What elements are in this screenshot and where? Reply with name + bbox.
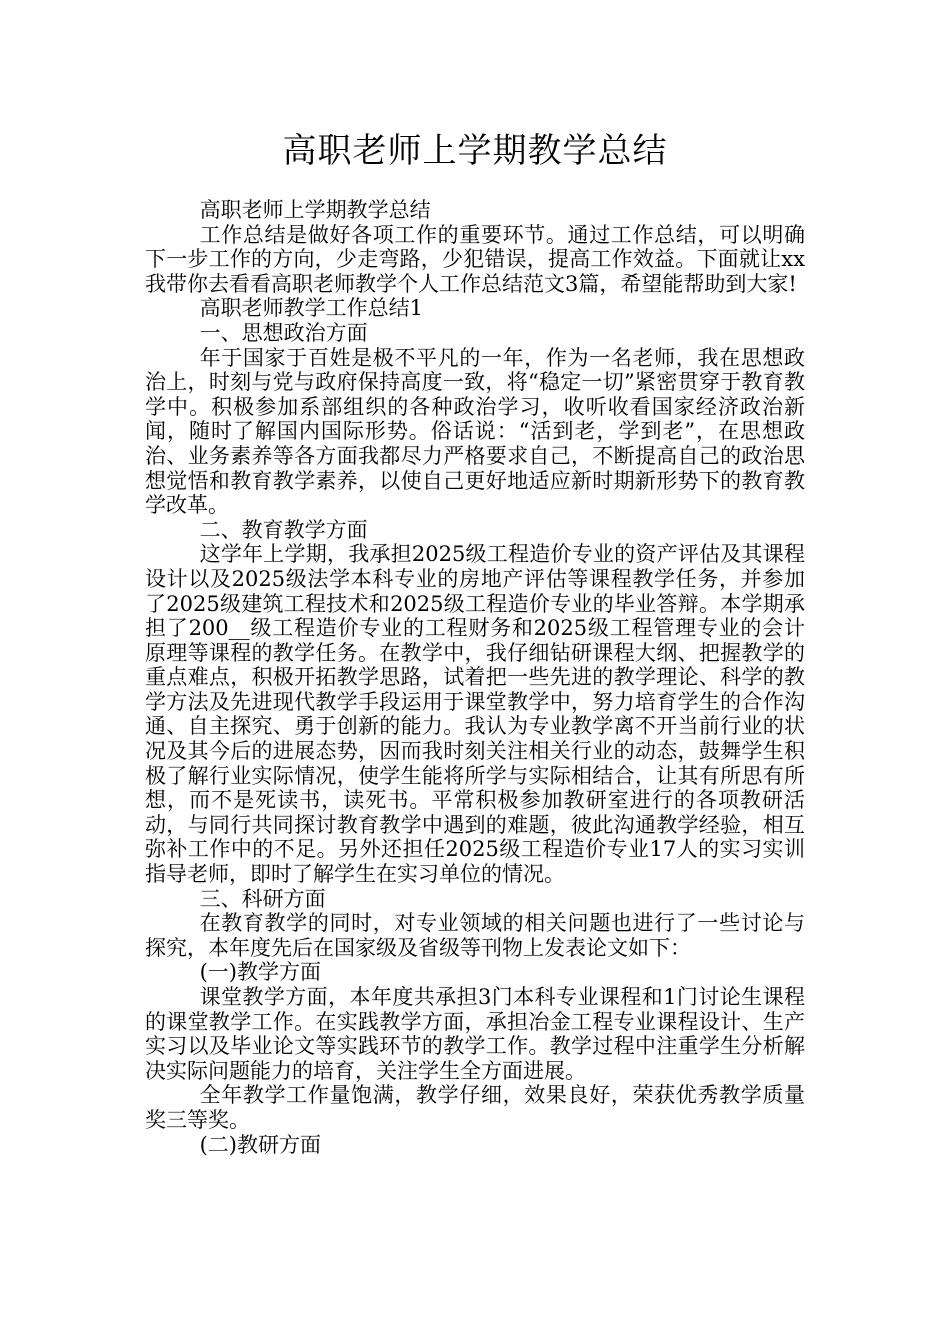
- paragraph-research: 在教育教学的同时，对专业领域的相关问题也进行了一些讨论与探究，本年度先后在国家级及省级等刊物上发表论文如下：: [145, 911, 805, 960]
- paragraph-intro: 工作总结是做好各项工作的重要环节。通过工作总结，可以明确下一步工作的方向，少走弯路，少犯错误，提高工作效益。下面就让xx我带你去看看高职老师教学个人工作总结范文3篇，希望能帮助到大家!: [145, 222, 805, 296]
- section-heading-summary-1: 高职老师教学工作总结1: [199, 296, 423, 321]
- paragraph-teaching: 这学年上学期，我承担2025级工程造价专业的资产评估及其课程设计以及2025级法学本科专业的房地产评估等课程教学任务，并参加了2025级建筑工程技术和2025级工程造价专业的毕业答辩。本学期承担了200__级工程造价专业的工程财务和2025级工程管理专业的会计原理等课程的教学任务。在教学中，我仔细钻研课程大纲、把握教学的重点难点，积极开拓教学思路，试着把一些先进的教学理论、科学的教学方法及先进现代教学手段运用于课堂教学中，努力培育学生的合作沟通、自主探究、勇于创新的能力。我认为专业教学离不开当前行业的状况及其今后的进展态势，因而我时刻关注相关行业的动态，鼓舞学生积极了解行业实际情况，使学生能将所学与实际相结合，让其有所思有所想，而不是死读书，读死书。平常积极参加教研室进行的各项教研活动，与同行共同探讨教育教学中遇到的难题，彼此沟通教学经验，相互弥补工作中的不足。另外还担任2025级工程造价专业17人的实习实训指导老师，即时了解学生在实习单位的情况。: [145, 542, 805, 887]
- paragraph-workload: 全年教学工作量饱满，教学仔细，效果良好，荣获优秀教学质量奖三等奖。: [145, 1083, 805, 1132]
- subsection-heading-teaching-research: (二)教研方面: [199, 1132, 321, 1157]
- section-heading-politics: 一、思想政治方面: [199, 320, 368, 345]
- paragraph-politics: 年于国家于百姓是极不平凡的一年，作为一名老师，我在思想政治上，时刻与党与政府保持高度一致，将“稳定一切”紧密贯穿于教育教学中。积极参加系部组织的各种政治学习，收听收看国家经济政治新闻，随时了解国内国际形势。俗话说：“活到老，学到老”，在思想政治、业务素养等各方面我都尽力严格要求自己，不断提高自己的政治思想觉悟和教育教学素养，以使自己更好地适应新时期新形势下的教育教学改革。: [145, 345, 805, 518]
- paragraph-subtitle: 高职老师上学期教学总结: [199, 198, 431, 222]
- subsection-heading-teaching: (一)教学方面: [199, 960, 321, 985]
- section-heading-teaching: 二、教育教学方面: [199, 517, 368, 542]
- document-body: [145, 198, 805, 1157]
- paragraph-classroom-teaching: 课堂教学方面，本年度共承担3门本科专业课程和1门讨论生课程的课堂教学工作。在实践教学方面，承担冶金工程专业课程设计、生产实习以及毕业论文等实践环节的教学工作。教学过程中注重学生分析解决实际问题能力的培育，关注学生全方面进展。: [145, 985, 805, 1083]
- section-heading-research: 三、科研方面: [199, 886, 326, 911]
- page-title: 高职老师上学期教学总结: [282, 131, 668, 171]
